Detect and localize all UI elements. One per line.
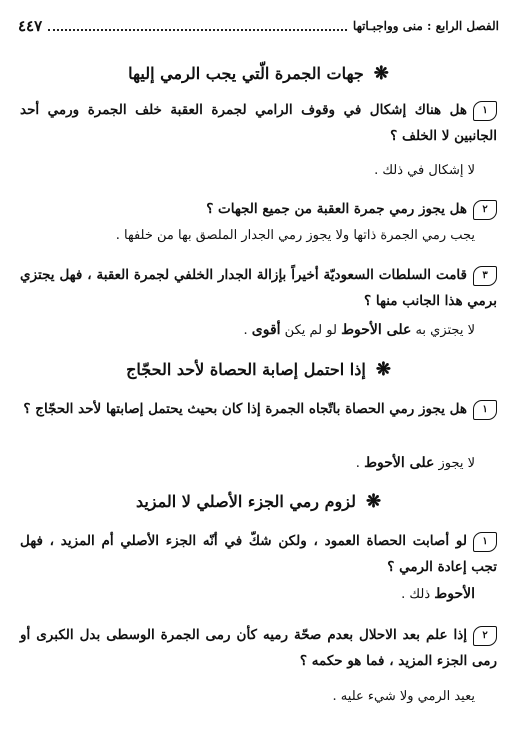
question: ٢هل يجوز رمي جمرة العقبة من جميع الجهات ؟ [20, 196, 497, 222]
asterisk-ornament-icon: ❋ [375, 359, 391, 380]
chapter-title: الفصل الرابع : منى وواجبـاتها [352, 19, 499, 33]
question: ٢إذا علم بعد الاحلال بعدم صحّة رميه كأن رمى الجمرة الوسطى بدل الكبرى أو رمى الجزء المزيد ، فما هو حكمه ؟ [20, 627, 497, 669]
page-number: ٤٤٧ [18, 17, 43, 35]
question-number-badge: ١ [473, 101, 497, 121]
answer: لا يجوز على الأحوط . [355, 455, 475, 471]
answer: الأحوط ذلك . [401, 586, 475, 602]
section-heading: ❋جهات الجمرة الّتي يجب الرمي إليها [128, 63, 389, 84]
question-number-badge: ٣ [473, 266, 497, 286]
section-heading: ❋لزوم رمي الجزء الأصلي لا المزيد [135, 491, 382, 512]
question: ١هل يجوز رمي الحصاة باتّجاه الجمرة إذا كان بحيث يحتمل إصابتها لأحد الحجّاج ؟ [20, 396, 497, 422]
question: ١هل هناك إشكال في وقوف الرامي لجمرة العقبة خلف الجمرة ورمي أحد الجانبين لا الخلف ؟ [20, 102, 497, 144]
asterisk-ornament-icon: ❋ [365, 491, 382, 512]
asterisk-ornament-icon: ❋ [373, 63, 389, 84]
question-number-badge: ١ [473, 400, 497, 420]
leader-dots [48, 21, 347, 31]
answer: يعيد الرمي ولا شيء عليه . [332, 689, 475, 704]
question-number-badge: ١ [473, 532, 497, 552]
answer: يجب رمي الجمرة ذاتها ولا يجوز رمي الجدار الملصق بها من خلفها . [115, 228, 475, 243]
question-number-badge: ٢ [473, 200, 497, 220]
question: ٣قامت السلطات السعوديّة أخيراً بإزالة الجدار الخلفي لجمرة العقبة ، فهل يجتزي برمي هذا الجانب منها ؟ [20, 267, 497, 309]
answer: لا يجتزي به على الأحوط لو لم يكن أقوى . [243, 322, 475, 338]
question: ١لو أصابت الحصاة العمود ، ولكن شكّ في أنّه الجزء الأصلي أم المزيد ، فهل تجب إعادة الرمي ؟ [20, 533, 497, 575]
section-heading: ❋إذا احتمل إصابة الحصاة لأحد الحجّاج [126, 359, 391, 380]
running-header [18, 15, 499, 37]
question-number-badge: ٢ [473, 626, 497, 646]
answer: لا إشكال في ذلك . [374, 163, 475, 178]
